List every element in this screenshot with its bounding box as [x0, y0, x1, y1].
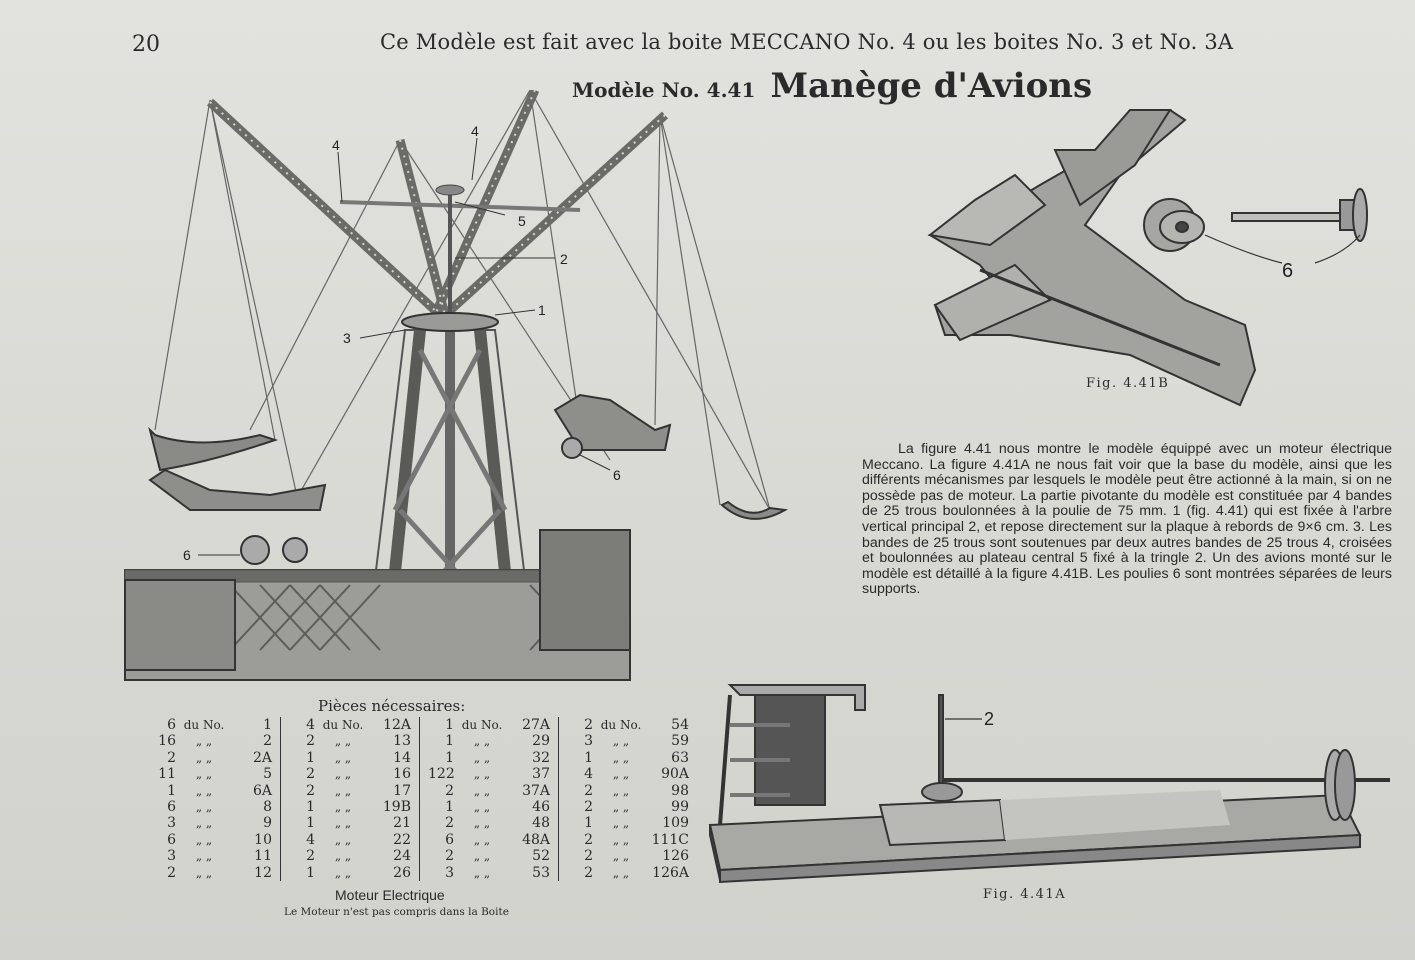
part-row: 3 „ „ 11	[167, 848, 272, 865]
label-6-right: 6	[613, 467, 621, 483]
parts-table	[142, 717, 697, 881]
label-1: 1	[538, 302, 546, 318]
model-number: Modèle No. 4.41	[572, 78, 756, 102]
label-3: 3	[343, 330, 351, 346]
part-row: 1 „ „ 26	[306, 864, 411, 881]
page-subtitle: Ce Modèle est fait avec la boite MECCANO No. 4 ou les boites No. 3 et No. 3A	[380, 30, 1234, 54]
part-row: 16 „ „ 2	[158, 733, 272, 750]
parts-column-4	[559, 717, 697, 881]
part-row: 2 „ „ 37A	[445, 782, 550, 799]
part-row: 4 „ „ 22	[306, 831, 411, 848]
label-4-left: 4	[332, 137, 340, 153]
part-row: 2 „ „ 2A	[167, 749, 272, 766]
part-row: 1 „ „ 19B	[306, 798, 411, 815]
label-5: 5	[518, 213, 526, 229]
part-row: 2 „ „ 126A	[584, 864, 689, 881]
base-illustration	[700, 675, 1400, 885]
part-row: 2 „ „ 16	[306, 766, 411, 783]
part-row: 2 „ „ 13	[306, 733, 411, 750]
part-row: 1 „ „ 32	[445, 749, 550, 766]
airplane-illustration	[920, 105, 1390, 415]
part-row: 2 du No. 54	[584, 717, 689, 733]
main-figure-carousel	[110, 90, 810, 690]
parts-column-3	[420, 717, 559, 881]
part-row: 1 „ „ 46	[445, 798, 550, 815]
part-row: 2 „ „ 52	[445, 848, 550, 865]
label-4-right: 4	[471, 123, 479, 139]
page-number: 20	[132, 32, 160, 57]
part-row: 2 „ „ 48	[445, 815, 550, 832]
part-row: 1 „ „ 14	[306, 749, 411, 766]
parts-title: Pièces nécessaires:	[318, 697, 466, 715]
part-row: 2 „ „ 99	[584, 798, 689, 815]
description-paragraph: La figure 4.41 nous montre le modèle équippé avec un moteur électrique Meccano. La figure 4.41A ne nous fait voir que la base du modèle, ainsi que les différents mécanismes par lesquels le modèle peut être actionné à la main, si on ne possède pas de moteur. La partie pivotante du modèle est constituée par 4 bandes de 25 trous boulonnées à la poulie de 75 mm. 1 (fig. 4.41) qui est fixée à l'arbre vertical principal 2, et repose directement sur la plaque à rebords de 9×6 cm. 3. Les bandes de 25 trous sont soutenues par deux autres bandes de 25 trous 4, croisées et boulonnées au plateau central 5 fixé à la tringle 2. Un des avions monté sur le modèle est détaillé à la figure 4.41B. Les poulies 6 sont montrées séparées de leurs supports.	[862, 441, 1392, 598]
part-row: 4 „ „ 90A	[584, 766, 689, 783]
part-row: 2 „ „ 12	[167, 864, 272, 881]
part-row: 2 „ „ 111C	[584, 831, 689, 848]
part-row: 2 „ „ 98	[584, 782, 689, 799]
part-row: 1 „ „ 63	[584, 749, 689, 766]
part-row: 6 „ „ 48A	[445, 831, 550, 848]
label-6-fig-b: 6	[1282, 260, 1294, 282]
part-row: 3 „ „ 59	[584, 733, 689, 750]
part-row: 1 „ „ 109	[584, 815, 689, 832]
fig-a-caption: Fig. 4.41A	[983, 887, 1067, 902]
motor-label: Moteur Electrique	[335, 887, 445, 903]
carousel-illustration	[110, 90, 810, 690]
part-row: 1 „ „ 29	[445, 733, 550, 750]
part-row: 2 „ „ 24	[306, 848, 411, 865]
fig-b-caption: Fig. 4.41B	[1086, 376, 1170, 391]
part-row: 11 „ „ 5	[158, 766, 272, 783]
label-2-fig-a: 2	[984, 709, 995, 729]
part-row: 1 „ „ 6A	[167, 782, 272, 799]
part-row: 3 „ „ 9	[167, 815, 272, 832]
part-row: 4 du No. 12A	[306, 717, 411, 733]
figure-4-41b-airplane	[920, 105, 1390, 415]
part-row: 2 „ „ 126	[584, 848, 689, 865]
part-row: 2 „ „ 17	[306, 782, 411, 799]
part-row: 122 „ „ 37	[428, 766, 550, 783]
figure-4-41a-base	[700, 675, 1400, 885]
part-row: 1 du No. 27A	[445, 717, 550, 733]
part-row: 3 „ „ 53	[445, 864, 550, 881]
label-2: 2	[560, 251, 568, 267]
motor-note: Le Moteur n'est pas compris dans la Boite	[284, 906, 509, 918]
part-row: 6 „ „ 10	[167, 831, 272, 848]
part-row: 6 du No. 1	[167, 717, 272, 733]
parts-column-2	[281, 717, 420, 881]
part-row: 6 „ „ 8	[167, 798, 272, 815]
model-name: Manège d'Avions	[770, 66, 1093, 106]
parts-column-1	[142, 717, 281, 881]
label-6-left: 6	[183, 547, 191, 563]
part-row: 1 „ „ 21	[306, 815, 411, 832]
